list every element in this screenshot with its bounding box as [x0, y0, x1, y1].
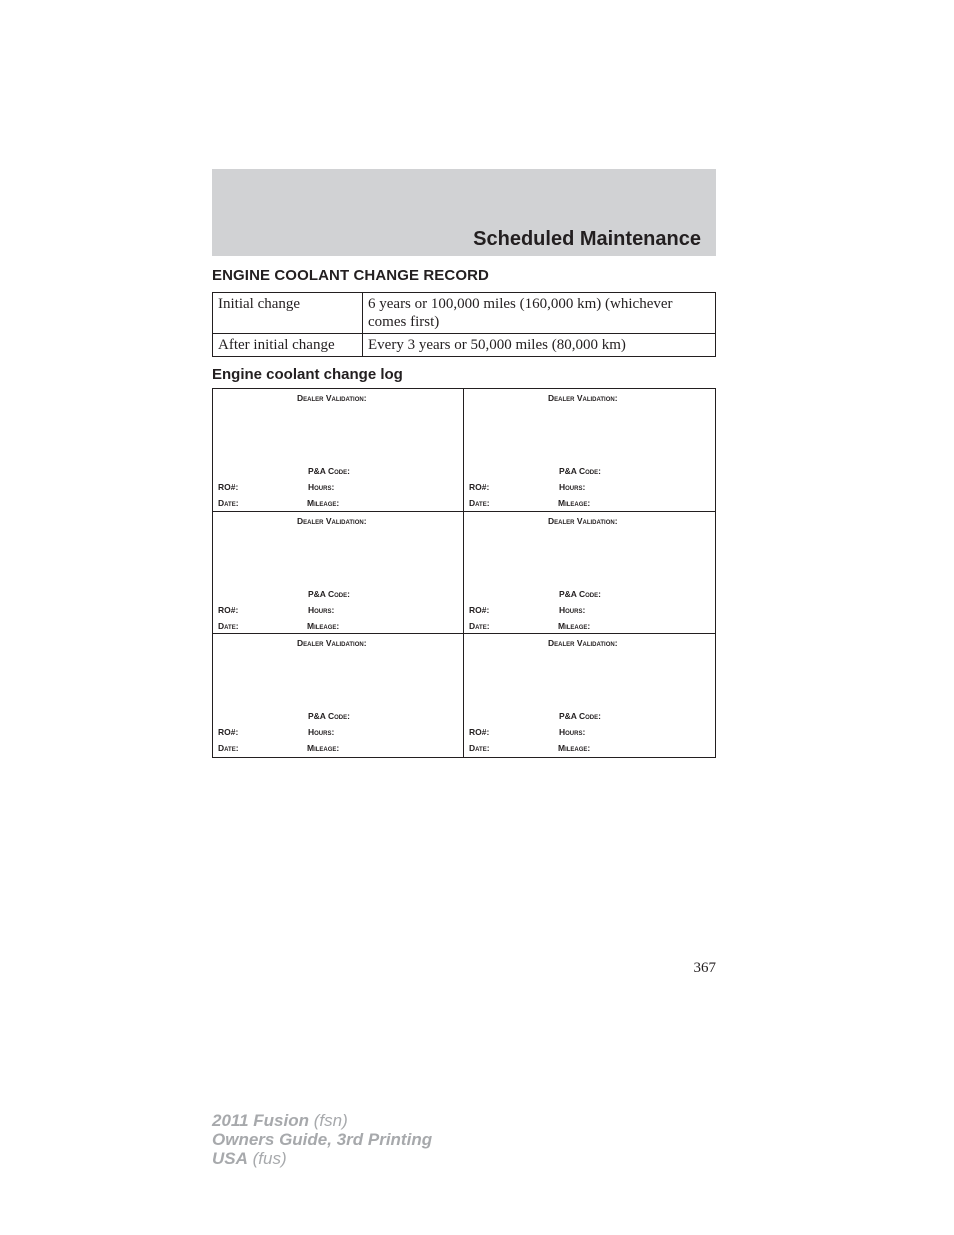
interval-label: After initial change — [213, 334, 363, 357]
mileage-label: Mileage: — [558, 620, 591, 631]
header-band — [212, 169, 716, 256]
ro-label: RO#: — [218, 604, 239, 615]
footer-model: 2011 Fusion — [212, 1111, 309, 1130]
footer-model-code: (fsn) — [313, 1111, 348, 1130]
date-label: Date: — [218, 498, 239, 508]
hours-label: Hours: — [559, 482, 586, 492]
date-label: Date: — [469, 498, 490, 508]
mileage-label: Mileage: — [558, 498, 591, 508]
interval-value: 6 years or 100,000 miles (160,000 km) (whichever comes first) — [363, 293, 716, 334]
dealer-validation-label: Dealer Validation: — [548, 393, 618, 403]
interval-label: Initial change — [213, 293, 363, 334]
hours-label: Hours: — [308, 727, 335, 738]
dealer-validation-label: Dealer Validation: — [297, 638, 367, 649]
pa-code-label: P&A Code: — [559, 711, 601, 722]
footer-edition: Owners Guide, 3rd Printing — [212, 1130, 433, 1149]
log-entry — [464, 389, 715, 512]
mileage-label: Mileage: — [307, 743, 340, 754]
ro-label: RO#: — [218, 727, 239, 738]
date-label: Date: — [218, 620, 239, 631]
pa-code-label: P&A Code: — [559, 588, 601, 599]
pa-code-label: P&A Code: — [308, 588, 350, 599]
page-number: 367 — [693, 960, 716, 976]
table-row — [213, 293, 716, 334]
footer-line — [212, 1149, 432, 1168]
log-entry — [464, 634, 715, 757]
mileage-label: Mileage: — [307, 498, 340, 508]
ro-label: RO#: — [469, 727, 490, 738]
hours-label: Hours: — [308, 604, 335, 615]
date-label: Date: — [469, 743, 490, 754]
pa-code-label: P&A Code: — [559, 466, 601, 476]
change-log-grid — [212, 388, 716, 758]
interval-value: Every 3 years or 50,000 miles (80,000 km) — [363, 334, 716, 357]
interval-table — [212, 292, 716, 357]
dealer-validation-label: Dealer Validation: — [297, 393, 367, 403]
date-label: Date: — [469, 620, 490, 631]
dealer-validation-label: Dealer Validation: — [297, 515, 367, 526]
footer-line — [212, 1130, 432, 1149]
hours-label: Hours: — [308, 482, 335, 492]
ro-label: RO#: — [469, 604, 490, 615]
section-title: ENGINE COOLANT CHANGE RECORD — [212, 267, 489, 284]
footer-market: USA — [212, 1149, 248, 1168]
dealer-validation-label: Dealer Validation: — [548, 515, 618, 526]
log-entry — [464, 512, 715, 635]
footer — [212, 1111, 432, 1168]
log-entry — [213, 512, 464, 635]
log-entry — [213, 634, 464, 757]
mileage-label: Mileage: — [558, 743, 591, 754]
mileage-label: Mileage: — [307, 620, 340, 631]
pa-code-label: P&A Code: — [308, 711, 350, 722]
table-row — [213, 334, 716, 357]
log-title: Engine coolant change log — [212, 366, 403, 383]
ro-label: RO#: — [469, 482, 490, 492]
ro-label: RO#: — [218, 482, 239, 492]
page-title: Scheduled Maintenance — [473, 228, 701, 250]
footer-market-code: (fus) — [252, 1149, 287, 1168]
dealer-validation-label: Dealer Validation: — [548, 638, 618, 649]
hours-label: Hours: — [559, 727, 586, 738]
hours-label: Hours: — [559, 604, 586, 615]
footer-line — [212, 1111, 432, 1130]
pa-code-label: P&A Code: — [308, 466, 350, 476]
log-entry — [213, 389, 464, 512]
date-label: Date: — [218, 743, 239, 754]
